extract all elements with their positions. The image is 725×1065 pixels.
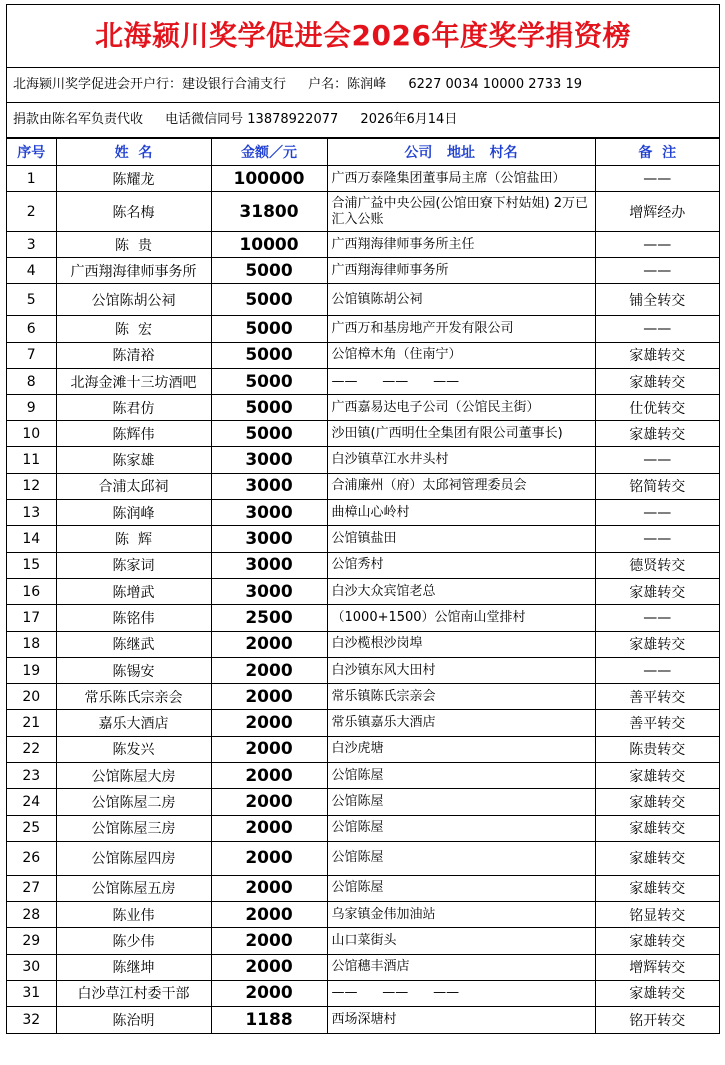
donor-name: 嘉乐大酒店 [56, 710, 211, 736]
donation-amount: 2000 [211, 815, 327, 841]
table-row [7, 232, 719, 258]
table-row [7, 954, 719, 980]
donor-address: 沙田镇(广西明仕全集团有限公司董事长) [327, 421, 595, 447]
account-holder: 户名：陈润峰 [308, 77, 387, 92]
donation-note: 家雄转交 [595, 421, 719, 447]
donor-address: 常乐镇陈氏宗亲会 [327, 684, 595, 710]
donor-address: 合浦广益中央公园(公馆田寮下村姑姐) 2万已汇入公账 [327, 192, 595, 232]
donor-name: 陈家词 [56, 552, 211, 578]
contact-info-line [7, 103, 719, 138]
donor-name: 公馆陈屋四房 [56, 841, 211, 875]
donor-address: 公馆陈屋 [327, 815, 595, 841]
donation-amount: 3000 [211, 526, 327, 552]
header-no: 序号 [7, 139, 56, 166]
publish-date: 2026年6月14日 [360, 112, 458, 127]
row-number: 10 [7, 421, 56, 447]
header-note: 备 注 [595, 139, 719, 166]
donor-name: 陈锡安 [56, 657, 211, 683]
donor-name: 陈辉伟 [56, 421, 211, 447]
table-row [7, 789, 719, 815]
donor-address: 白沙榄根沙岗埠 [327, 631, 595, 657]
donor-address: 白沙镇草江水井头村 [327, 447, 595, 473]
donor-address: 广西万和基房地产开发有限公司 [327, 316, 595, 342]
table-row [7, 395, 719, 421]
row-number: 21 [7, 710, 56, 736]
table-row [7, 284, 719, 316]
table-row [7, 166, 719, 192]
donor-name: 陈君仿 [56, 395, 211, 421]
row-number: 23 [7, 763, 56, 789]
donor-address: 山口菜街头 [327, 928, 595, 954]
donation-amount: 2000 [211, 928, 327, 954]
table-row [7, 980, 719, 1006]
donor-address: 曲樟山心岭村 [327, 500, 595, 526]
donation-note: 善平转交 [595, 710, 719, 736]
donation-note: —— [595, 605, 719, 631]
row-number: 14 [7, 526, 56, 552]
donor-name: 公馆陈屋五房 [56, 875, 211, 901]
donation-note: 家雄转交 [595, 928, 719, 954]
donor-name: 公馆陈屋二房 [56, 789, 211, 815]
donor-address: 白沙虎塘 [327, 736, 595, 762]
phone-number: 电话微信同号 13878922077 [165, 112, 339, 127]
table-header-row [7, 139, 719, 166]
row-number: 24 [7, 789, 56, 815]
donation-amount: 100000 [211, 166, 327, 192]
donor-name: 北海金滩十三坊酒吧 [56, 368, 211, 394]
table-row [7, 684, 719, 710]
donation-amount: 2000 [211, 789, 327, 815]
donor-address: 公馆穗丰酒店 [327, 954, 595, 980]
table-row [7, 815, 719, 841]
row-number: 28 [7, 901, 56, 927]
donor-address: 西场深塘村 [327, 1007, 595, 1033]
donation-note: 铭简转交 [595, 473, 719, 499]
donor-name: 公馆陈屋大房 [56, 763, 211, 789]
donor-address: 公馆陈屋 [327, 763, 595, 789]
table-row [7, 631, 719, 657]
donor-name: 白沙草江村委干部 [56, 980, 211, 1006]
donor-name: 陈家雄 [56, 447, 211, 473]
header-address: 公司 地址 村名 [327, 139, 595, 166]
donor-address: 公馆陈屋 [327, 789, 595, 815]
row-number: 17 [7, 605, 56, 631]
donation-amount: 5000 [211, 258, 327, 284]
donor-address: 广西嘉易达电子公司（公馆民主街） [327, 395, 595, 421]
table-row [7, 500, 719, 526]
donation-note: 增辉经办 [595, 192, 719, 232]
account-number: 6227 0034 10000 2733 19 [408, 77, 582, 92]
donation-amount: 2000 [211, 980, 327, 1006]
donor-name: 陈增武 [56, 578, 211, 604]
donor-address: 白沙大众宾馆老总 [327, 578, 595, 604]
donor-name: 公馆陈胡公祠 [56, 284, 211, 316]
donor-name: 陈 辉 [56, 526, 211, 552]
table-row [7, 841, 719, 875]
donation-amount: 2000 [211, 875, 327, 901]
donation-amount: 2000 [211, 841, 327, 875]
donation-amount: 2500 [211, 605, 327, 631]
donation-note: —— [595, 447, 719, 473]
donation-amount: 5000 [211, 284, 327, 316]
donation-note: 家雄转交 [595, 789, 719, 815]
donation-amount: 5000 [211, 316, 327, 342]
table-row [7, 578, 719, 604]
donation-amount: 3000 [211, 578, 327, 604]
row-number: 4 [7, 258, 56, 284]
row-number: 19 [7, 657, 56, 683]
donation-amount: 5000 [211, 395, 327, 421]
table-row [7, 552, 719, 578]
donor-address: 公馆镇陈胡公祠 [327, 284, 595, 316]
table-row [7, 368, 719, 394]
header-amount: 金额／元 [211, 139, 327, 166]
donation-amount: 2000 [211, 684, 327, 710]
donor-address: 常乐镇嘉乐大酒店 [327, 710, 595, 736]
donor-name: 公馆陈屋三房 [56, 815, 211, 841]
table-row [7, 342, 719, 368]
row-number: 29 [7, 928, 56, 954]
row-number: 15 [7, 552, 56, 578]
table-row [7, 447, 719, 473]
donation-note: 家雄转交 [595, 631, 719, 657]
donor-name: 陈治明 [56, 1007, 211, 1033]
donation-amount: 31800 [211, 192, 327, 232]
donor-address: 广西万泰隆集团董事局主席（公馆盐田） [327, 166, 595, 192]
row-number: 2 [7, 192, 56, 232]
donation-note: 善平转交 [595, 684, 719, 710]
table-row [7, 657, 719, 683]
row-number: 9 [7, 395, 56, 421]
donation-amount: 2000 [211, 736, 327, 762]
donation-table [7, 138, 719, 1033]
donation-note: 家雄转交 [595, 980, 719, 1006]
donation-note: 铺全转交 [595, 284, 719, 316]
row-number: 8 [7, 368, 56, 394]
donation-amount: 10000 [211, 232, 327, 258]
donor-address: 公馆秀村 [327, 552, 595, 578]
donation-amount: 2000 [211, 631, 327, 657]
donor-name: 陈耀龙 [56, 166, 211, 192]
donation-amount: 5000 [211, 421, 327, 447]
donor-address: 乌家镇金伟加油站 [327, 901, 595, 927]
table-row [7, 710, 719, 736]
donor-address: 公馆镇盐田 [327, 526, 595, 552]
donation-amount: 3000 [211, 447, 327, 473]
table-row [7, 316, 719, 342]
donor-address: 合浦廉州（府）太邱祠管理委员会 [327, 473, 595, 499]
donor-address: （1000+1500）公馆南山堂排村 [327, 605, 595, 631]
table-row [7, 473, 719, 499]
donor-name: 广西翔海律师事务所 [56, 258, 211, 284]
table-row [7, 605, 719, 631]
donation-note: 家雄转交 [595, 368, 719, 394]
donor-address: 公馆陈屋 [327, 841, 595, 875]
table-row [7, 1007, 719, 1033]
table-row [7, 763, 719, 789]
donor-name: 陈发兴 [56, 736, 211, 762]
donation-sheet [6, 4, 720, 1034]
donation-note: —— [595, 500, 719, 526]
donation-amount: 5000 [211, 368, 327, 394]
row-number: 25 [7, 815, 56, 841]
donor-name: 陈 宏 [56, 316, 211, 342]
row-number: 1 [7, 166, 56, 192]
donation-amount: 2000 [211, 901, 327, 927]
donor-name: 陈铭伟 [56, 605, 211, 631]
donation-amount: 3000 [211, 473, 327, 499]
donation-amount: 2000 [211, 657, 327, 683]
donation-note: 家雄转交 [595, 875, 719, 901]
donation-note: 德贤转交 [595, 552, 719, 578]
bank-info-line [7, 68, 719, 103]
donation-amount: 2000 [211, 763, 327, 789]
donation-amount: 1188 [211, 1007, 327, 1033]
donation-amount: 3000 [211, 552, 327, 578]
donor-address: 广西翔海律师事务所 [327, 258, 595, 284]
bank-name: 北海颍川奖学促进会开户行：建设银行合浦支行 [13, 77, 287, 92]
donation-note: 家雄转交 [595, 841, 719, 875]
donation-note: 家雄转交 [595, 578, 719, 604]
donation-note: —— [595, 232, 719, 258]
table-row [7, 736, 719, 762]
donation-note: 铭开转交 [595, 1007, 719, 1033]
row-number: 27 [7, 875, 56, 901]
table-row [7, 928, 719, 954]
row-number: 20 [7, 684, 56, 710]
table-row [7, 258, 719, 284]
row-number: 12 [7, 473, 56, 499]
donation-note: —— [595, 657, 719, 683]
table-row [7, 875, 719, 901]
donor-name: 合浦太邱祠 [56, 473, 211, 499]
row-number: 13 [7, 500, 56, 526]
donation-amount: 2000 [211, 954, 327, 980]
row-number: 5 [7, 284, 56, 316]
donation-note: 家雄转交 [595, 815, 719, 841]
donation-note: —— [595, 166, 719, 192]
row-number: 22 [7, 736, 56, 762]
donation-note: —— [595, 316, 719, 342]
donation-note: 家雄转交 [595, 342, 719, 368]
collector-note: 捐款由陈名军负责代收 [13, 112, 144, 127]
donor-name: 陈名梅 [56, 192, 211, 232]
table-row [7, 192, 719, 232]
donor-address: —— —— —— [327, 980, 595, 1006]
table-body [7, 166, 719, 1033]
donor-address: 白沙镇东风大田村 [327, 657, 595, 683]
table-row [7, 901, 719, 927]
donor-name: 陈润峰 [56, 500, 211, 526]
donor-address: —— —— —— [327, 368, 595, 394]
donor-name: 陈继武 [56, 631, 211, 657]
page-title: 北海颍川奖学促进会2026年度奖学捐资榜 [7, 5, 719, 68]
row-number: 26 [7, 841, 56, 875]
donor-name: 陈 贵 [56, 232, 211, 258]
row-number: 7 [7, 342, 56, 368]
row-number: 31 [7, 980, 56, 1006]
row-number: 30 [7, 954, 56, 980]
donor-address: 公馆陈屋 [327, 875, 595, 901]
row-number: 11 [7, 447, 56, 473]
donation-amount: 3000 [211, 500, 327, 526]
row-number: 3 [7, 232, 56, 258]
donor-name: 陈少伟 [56, 928, 211, 954]
donor-address: 广西翔海律师事务所主任 [327, 232, 595, 258]
donation-note: 家雄转交 [595, 763, 719, 789]
donation-note: 仕优转交 [595, 395, 719, 421]
donor-name: 常乐陈氏宗亲会 [56, 684, 211, 710]
table-row [7, 421, 719, 447]
donor-address: 公馆樟木角（住南宁） [327, 342, 595, 368]
donation-note: —— [595, 258, 719, 284]
row-number: 18 [7, 631, 56, 657]
donor-name: 陈业伟 [56, 901, 211, 927]
donation-note: —— [595, 526, 719, 552]
donation-note: 铭显转交 [595, 901, 719, 927]
donor-name: 陈清裕 [56, 342, 211, 368]
donation-amount: 2000 [211, 710, 327, 736]
row-number: 32 [7, 1007, 56, 1033]
row-number: 16 [7, 578, 56, 604]
donor-name: 陈继坤 [56, 954, 211, 980]
row-number: 6 [7, 316, 56, 342]
donation-amount: 5000 [211, 342, 327, 368]
header-name: 姓 名 [56, 139, 211, 166]
donation-note: 增辉转交 [595, 954, 719, 980]
donation-note: 陈贵转交 [595, 736, 719, 762]
table-row [7, 526, 719, 552]
